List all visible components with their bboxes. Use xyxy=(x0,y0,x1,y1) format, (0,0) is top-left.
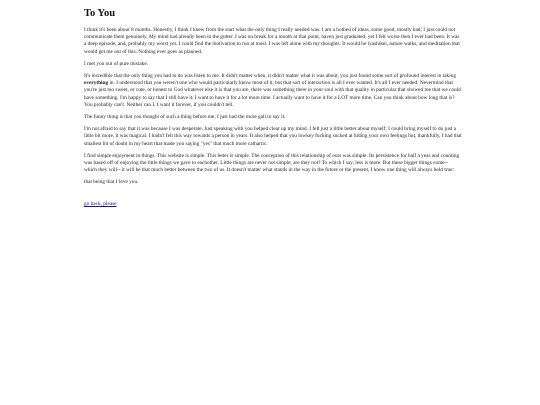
paragraph-5: I'm not afraid to say that it was because I was desperate. Just speaking with you helped clear up my mind. I felt just a little better about myself; I could bring myself to do just a little bit more, it was magical. I hadn't felt this way towards a person in years. It also helped that you lowkey fucking sucked at hiding your own feelings but, thankfully, I had that smallest bit of doubt in my heart that made you saying "yes" that much more cathartic. xyxy=(84,126,462,147)
letter-page xyxy=(84,8,462,210)
paragraph-4: The funny thing is that you thought of such a thing before me, I just had the more gall to say it. xyxy=(84,114,286,121)
paragraph-3-emphasis: everything xyxy=(84,80,109,87)
go-back-link[interactable]: go back, please xyxy=(84,200,117,207)
paragraph-2: I met you out of pure mistake. xyxy=(84,60,148,67)
paragraph-7: that being that I love you. xyxy=(84,179,139,186)
paragraph-3-start: It's incredible that the only thing you had to do was listen to me. It didn't matter when, it didn't matter what it was about, you just found some sort of profound interest in taking xyxy=(84,73,456,80)
page-title: To You xyxy=(84,8,116,19)
paragraph-1: I think it's been about 8 months. Honestly, I think I knew from the start what the only thing I really needed was. I am a hotbed of ideas, some good, mostly bad; I just could not communicate them genuinely. My mind had already been in the gutter. I was on break for a month at that point, haven just graduated, yet I felt worse then I ever had been. It was a deep episode, and, probably my worst yet. I could find the motivation to run at most. I was left alone with my thoughts. It would be iyashikei, nature walks, and meditation that would get me out of this. Nothing ever goes as planned. xyxy=(84,27,460,55)
paragraph-3 xyxy=(84,73,462,109)
paragraph-3-end: in. I understood that you weren't one who would particularly know most of it, but that sort of interaction is all I ever wanted. It's all I ever needed. Nevermind that you're just too sweet, or cute, or honest to God whatever else it is that you are, there was something there in your soul with that quality in particular that showed me that we could have something. I'm happy to say that I still have it. I want to have it for a lot more time. I actually want to have it for a LOT more time. Can you think about how long that is? You probably can't. Neither can I. I want it forever, if you couldn't tell. xyxy=(84,80,461,108)
paragraph-6: I find simple enjoyment in things. This website is simple. This letter is simple. The conception of this relationship of ours was simple. Its persistence for half a year and counting was based off of enjoying the little things we gave to eachother. Little things are never not simple, are they not? To which I say, less is more. But these bigger things come-- which they will-- it will be that much better between the two of us. It doesn't matter what stands in the way in the future or the present, I know one thing will always hold true: xyxy=(84,152,460,174)
